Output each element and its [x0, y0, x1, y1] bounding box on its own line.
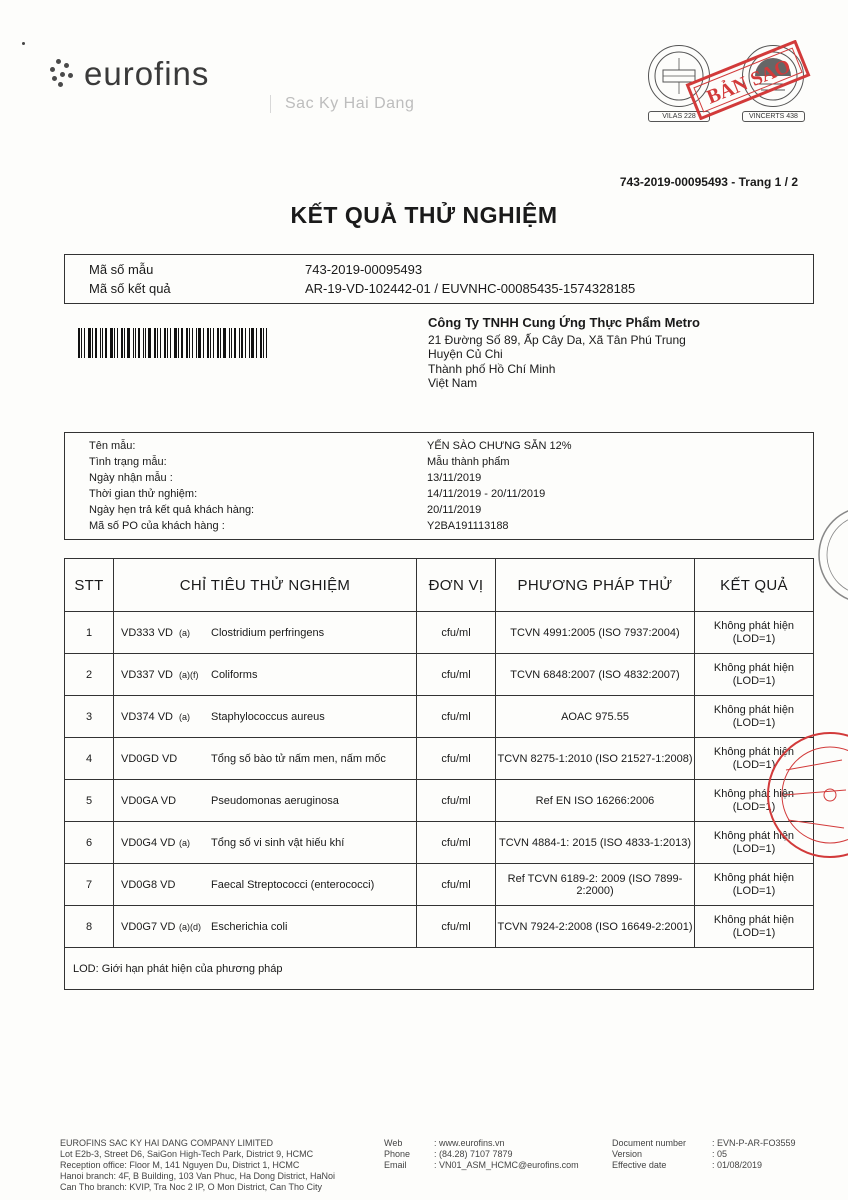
barcode-bar [164, 328, 166, 358]
row-method: Ref EN ISO 16266:2006 [496, 780, 695, 822]
footer-company [60, 1138, 335, 1193]
barcode-bar [181, 328, 183, 358]
effective-date-label: Effective date [612, 1160, 667, 1170]
result-text: Không phát hiện [713, 787, 795, 800]
result-text: Không phát hiện [713, 913, 795, 926]
test-code: VD333 VD [121, 626, 173, 639]
barcode-bar [174, 328, 177, 358]
barcode-bar [241, 328, 243, 358]
barcode-bar [84, 328, 85, 358]
row-method: TCVN 4991:2005 (ISO 7937:2004) [496, 612, 695, 654]
po-number-label: Mã số PO của khách hàng : [89, 520, 225, 532]
test-code: VD374 VD [121, 710, 173, 723]
email-label: Email [384, 1160, 407, 1170]
barcode-bar [143, 328, 144, 358]
footer-line: Hanoi branch: 4F, B Building, 103 Van Phuc, Ha Dong District, HaNoi [60, 1171, 335, 1181]
test-code: VD0G8 VD [121, 878, 176, 891]
sample-status-value: Mẫu thành phẩm [427, 456, 510, 468]
test-note: (a) [179, 627, 190, 638]
test-note: (a) [179, 837, 190, 848]
received-date-label: Ngày nhận mẫu : [89, 472, 173, 484]
sample-status-label: Tình trạng mẫu: [89, 456, 167, 468]
customer-address [428, 316, 700, 391]
due-date-label: Ngày hẹn trả kết quả khách hàng: [89, 504, 255, 516]
due-date-value: 20/11/2019 [427, 504, 482, 516]
scan-speck [22, 42, 25, 45]
table-row [65, 864, 814, 906]
lod-footnote: LOD: Giới hạn phát hiện của phương pháp [65, 948, 814, 990]
table-row [65, 738, 814, 780]
address-line: 21 Đường Số 89, Ấp Cây Da, Xã Tân Phú Trung [428, 332, 686, 347]
test-period-label: Thời gian thử nghiệm: [89, 488, 198, 500]
test-name: Coliforms [211, 668, 258, 681]
barcode-bar [266, 328, 267, 358]
sample-id-box [64, 254, 814, 304]
barcode-bar [138, 328, 140, 358]
barcode-bar [100, 328, 101, 358]
test-name: Clostridium perfringens [211, 626, 325, 639]
row-method: TCVN 8275-1:2010 (ISO 21527-1:2008) [496, 738, 695, 780]
row-test [114, 738, 417, 780]
footer-doc-labels [612, 1138, 686, 1171]
row-stt: 1 [65, 612, 114, 654]
row-result [695, 654, 814, 696]
barcode-bar [192, 328, 193, 358]
notary-stamp [750, 720, 848, 870]
row-unit: cfu/ml [417, 696, 496, 738]
test-period-value: 14/11/2019 - 20/11/2019 [427, 488, 546, 500]
row-result [695, 612, 814, 654]
row-unit: cfu/ml [417, 612, 496, 654]
sample-name-value: YẾN SÀO CHƯNG SẴN 12% [427, 440, 572, 452]
barcode-bar [263, 328, 264, 358]
barcode-bar [213, 328, 214, 358]
barcode-bar [133, 328, 134, 358]
barcode-bar [114, 328, 115, 358]
footer-doc-values [712, 1138, 796, 1171]
barcode-bar [127, 328, 130, 358]
document-id: 743-2019-00095493 - Trang 1 / 2 [619, 175, 798, 189]
row-unit: cfu/ml [417, 738, 496, 780]
barcode-bar [245, 328, 246, 358]
vincerts-badge: VINCERTS 438 [742, 111, 805, 122]
test-name: Tổng số bào tử nấm men, nấm mốc [211, 752, 386, 765]
barcode-bar [102, 328, 103, 358]
col-unit: ĐƠN VỊ [417, 559, 496, 612]
test-note: (a) [179, 711, 190, 722]
row-stt: 8 [65, 906, 114, 948]
address-line: Việt Nam [428, 376, 478, 390]
barcode [78, 328, 272, 358]
barcode-bar [105, 328, 107, 358]
barcode-bar [210, 328, 211, 358]
customer-company: Công Ty TNHH Cung Ứng Thực Phẩm Metro [428, 315, 700, 330]
doc-number-label: Document number [612, 1138, 687, 1148]
footer-contact-values [434, 1138, 579, 1171]
barcode-bar [217, 328, 219, 358]
table-footnote-row [65, 948, 814, 990]
result-lod: (LOD=1) [732, 800, 776, 813]
address-line: Thành phố Hồ Chí Minh [428, 361, 556, 376]
test-name: Escherichia coli [211, 920, 288, 933]
test-name: Staphylococcus aureus [211, 710, 325, 723]
barcode-bar [92, 328, 93, 358]
barcode-bar [157, 328, 158, 358]
table-row [65, 612, 814, 654]
result-lod: (LOD=1) [732, 758, 776, 771]
test-name: Tổng số vi sinh vật hiếu khí [211, 836, 345, 849]
test-code: VD0G7 VD [121, 920, 176, 933]
sample-number-value: 743-2019-00095493 [305, 262, 423, 277]
row-stt: 4 [65, 738, 114, 780]
result-lod: (LOD=1) [732, 632, 776, 645]
test-code: VD337 VD [121, 668, 173, 681]
result-number-label: Mã số kết quả [89, 281, 171, 296]
barcode-bar [178, 328, 179, 358]
table-header-row [65, 559, 814, 612]
barcode-bar [145, 328, 146, 358]
barcode-bar [249, 328, 250, 358]
barcode-bar [135, 328, 136, 358]
row-method: TCVN 4884-1: 2015 (ISO 4833-1:2013) [496, 822, 695, 864]
barcode-bar [234, 328, 236, 358]
barcode-bar [256, 328, 257, 358]
results-table [64, 558, 814, 990]
test-name: Faecal Streptococci (enterococci) [211, 878, 375, 891]
barcode-bar [186, 328, 188, 358]
result-lod: (LOD=1) [732, 716, 776, 729]
version-label: Version [612, 1149, 643, 1159]
row-stt: 6 [65, 822, 114, 864]
barcode-bar [110, 328, 113, 358]
side-stamp [815, 500, 848, 610]
result-text: Không phát hiện [713, 703, 795, 716]
row-test [114, 654, 417, 696]
page-title: KẾT QUẢ THỬ NGHIỆM [290, 202, 558, 228]
barcode-bar [231, 328, 232, 358]
barcode-bar [198, 328, 201, 358]
col-test-name: CHỈ TIÊU THỬ NGHIỆM [114, 559, 417, 612]
col-result: KẾT QUẢ [695, 559, 814, 612]
address-line: Huyện Củ Chi [428, 347, 503, 361]
eurofins-dots-icon [50, 59, 76, 89]
barcode-bar [81, 328, 82, 358]
footer-line: Lot E2b-3, Street D6, SaiGon High-Tech Park, District 9, HCMC [60, 1149, 314, 1159]
barcode-bar [239, 328, 240, 358]
effective-date-value: : 01/08/2019 [712, 1160, 763, 1170]
barcode-bar [124, 328, 125, 358]
web-link[interactable]: : www.eurofins.vn [434, 1138, 505, 1148]
test-name: Pseudomonas aeruginosa [211, 794, 339, 807]
test-code: VD0GD VD [121, 752, 178, 765]
footer-line: Reception office: Floor M, 141 Nguyen Du, District 1, HCMC [60, 1160, 300, 1170]
barcode-bar [189, 328, 190, 358]
barcode-bar [251, 328, 254, 358]
barcode-bar [78, 328, 80, 358]
row-unit: cfu/ml [417, 864, 496, 906]
footer-line: EUROFINS SAC KY HAI DANG COMPANY LIMITED [60, 1138, 274, 1148]
result-lod: (LOD=1) [732, 926, 776, 939]
table-row [65, 822, 814, 864]
web-label: Web [384, 1138, 403, 1148]
result-text: Không phát hiện [713, 745, 795, 758]
row-test [114, 696, 417, 738]
row-stt: 5 [65, 780, 114, 822]
logo-text: eurofins [84, 55, 210, 92]
test-code: VD0GA VD [121, 794, 177, 807]
result-text: Không phát hiện [713, 829, 795, 842]
barcode-bar [148, 328, 151, 358]
svg-text:BẢN SAO: BẢN SAO [703, 55, 794, 109]
doc-number-value: : EVN-P-AR-FO3559 [712, 1138, 796, 1148]
test-note: (a)(d) [179, 921, 201, 932]
barcode-bar [88, 328, 91, 358]
sample-name-label: Tên mẫu: [89, 440, 136, 452]
row-test [114, 780, 417, 822]
barcode-bar [170, 328, 171, 358]
footer-line: Can Tho branch: KVIP, Tra Noc 2 IP, O Mon District, Can Tho City [60, 1182, 322, 1192]
po-number-value: Y2BA191113188 [427, 520, 509, 532]
table-row [65, 696, 814, 738]
row-method: AOAC 975.55 [496, 696, 695, 738]
eurofins-logo [50, 55, 209, 93]
row-test [114, 864, 417, 906]
row-test [114, 612, 417, 654]
result-lod: (LOD=1) [732, 674, 776, 687]
barcode-bar [203, 328, 204, 358]
barcode-bar [167, 328, 168, 358]
email-link[interactable]: : VN01_ASM_HCMC@eurofins.com [434, 1160, 579, 1170]
barcode-bar [95, 328, 97, 358]
barcode-bar [207, 328, 209, 358]
sample-info-box [64, 432, 814, 540]
vilas-badge: VILAS 228 [648, 111, 710, 122]
row-stt: 7 [65, 864, 114, 906]
result-text: Không phát hiện [713, 661, 795, 674]
row-method: TCVN 6848:2007 (ISO 4832:2007) [496, 654, 695, 696]
barcode-bar [154, 328, 156, 358]
table-row [65, 654, 814, 696]
table-row [65, 906, 814, 948]
row-result [695, 906, 814, 948]
row-test [114, 906, 417, 948]
row-method: TCVN 7924-2:2008 (ISO 16649-2:2001) [496, 906, 695, 948]
test-note: (a)(f) [179, 669, 199, 680]
row-unit: cfu/ml [417, 654, 496, 696]
test-code: VD0G4 VD [121, 836, 176, 849]
row-unit: cfu/ml [417, 780, 496, 822]
phone-label: Phone [384, 1149, 411, 1159]
footer-contact-labels [384, 1138, 410, 1171]
version-value: : 05 [712, 1149, 728, 1159]
barcode-bar [223, 328, 226, 358]
row-unit: cfu/ml [417, 906, 496, 948]
result-text: Không phát hiện [713, 619, 795, 632]
phone-value: : (84.28) 7107 7879 [434, 1149, 513, 1159]
sample-number-label: Mã số mẫu [89, 262, 154, 277]
row-stt: 3 [65, 696, 114, 738]
result-text: Không phát hiện [713, 871, 795, 884]
barcode-bar [229, 328, 230, 358]
barcode-bar [196, 328, 197, 358]
table-row [65, 780, 814, 822]
result-lod: (LOD=1) [732, 884, 776, 897]
col-method: PHƯƠNG PHÁP THỬ [496, 559, 695, 612]
barcode-bar [220, 328, 221, 358]
col-stt: STT [65, 559, 114, 612]
row-method: Ref TCVN 6189-2: 2009 (ISO 7899-2:2000) [496, 864, 695, 906]
result-lod: (LOD=1) [732, 842, 776, 855]
received-date-value: 13/11/2019 [427, 472, 482, 484]
barcode-bar [160, 328, 161, 358]
copy-stamp [668, 40, 828, 120]
barcode-bar [121, 328, 123, 358]
row-unit: cfu/ml [417, 822, 496, 864]
row-test [114, 822, 417, 864]
barcode-bar [117, 328, 118, 358]
sub-brand: Sac Ky Hai Dang [270, 95, 414, 113]
row-stt: 2 [65, 654, 114, 696]
result-number-value: AR-19-VD-102442-01 / EUVNHC-00085435-1574328185 [305, 281, 636, 296]
barcode-bar [260, 328, 262, 358]
